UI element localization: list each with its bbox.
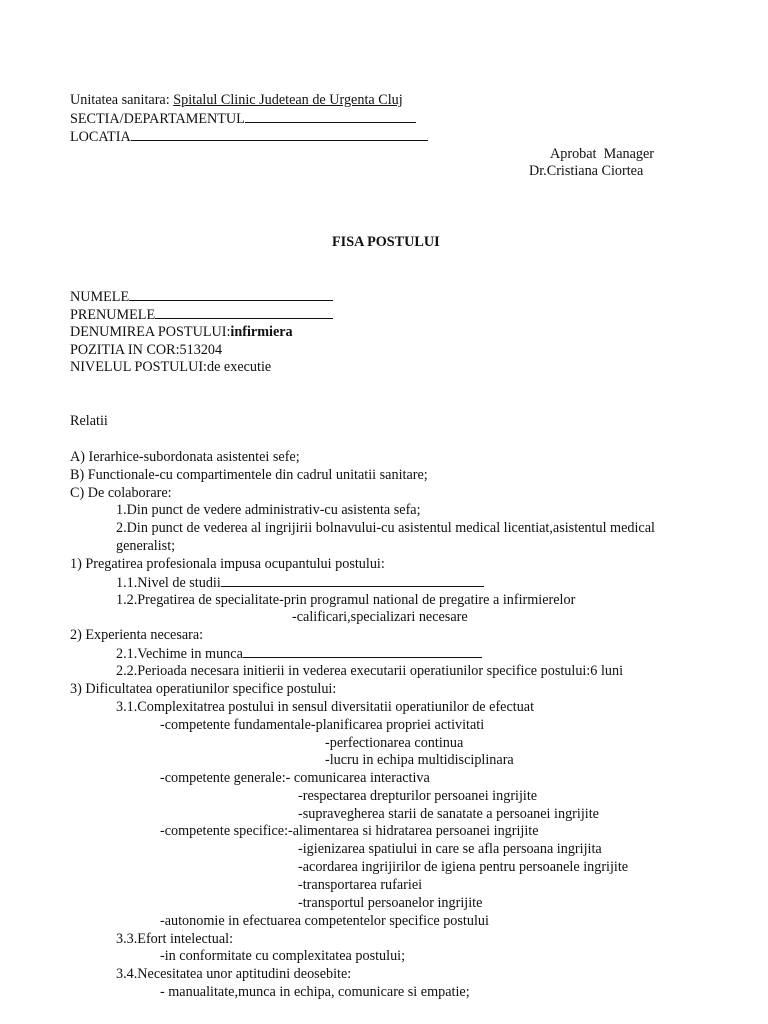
fund-item: -lucru in echipa multidisciplinara xyxy=(325,752,514,768)
nivel-studii-blank xyxy=(221,574,484,587)
aprobat-text: Aprobat Manager xyxy=(550,146,655,162)
nivel-studii-label: 1.1.Nivel de studii xyxy=(116,575,221,591)
section3-heading: 3) Dificultatea operatiunilor specifice postului: xyxy=(70,681,337,697)
section2-item-2-2: 2.2.Perioada necesara initierii in vederea executarii operatiunilor specifice postului:6 luni xyxy=(116,663,624,679)
spec-label: -competente specifice: xyxy=(160,823,289,839)
numele-line xyxy=(70,288,333,306)
relatii-a: A) Ierarhice-subordonata asistentei sefe; xyxy=(70,449,300,465)
spec-item: -alimentarea si hidratarea persoanei ingrijite xyxy=(288,823,539,839)
vechime-blank xyxy=(243,645,482,658)
spec-item: -transportul persoanelor ingrijite xyxy=(298,895,483,911)
spec-item: -transportarea rufariei xyxy=(298,877,423,893)
relatii-b: B) Functionale-cu compartimentele din cadrul unitatii sanitare; xyxy=(70,467,428,483)
relatii-heading: Relatii xyxy=(70,413,108,429)
sectia-line xyxy=(70,110,416,128)
numele-blank xyxy=(129,288,333,301)
autonomie-line: -autonomie in efectuarea competentelor specifice postului xyxy=(160,913,489,929)
unitate-line xyxy=(70,92,403,109)
competente-fundamentale xyxy=(160,717,484,734)
nivel-line: NIVELUL POSTULUI:de executie xyxy=(70,359,272,375)
section1-heading: 1) Pregatirea profesionala impusa ocupantului postului: xyxy=(70,556,385,572)
fund-label: -competente fundamentale- xyxy=(160,717,316,733)
competente-generale xyxy=(160,770,430,787)
numele-label: NUMELE xyxy=(70,289,130,305)
gen-item: -supravegherea starii de sanatate a persoanei ingrijite xyxy=(298,806,599,822)
denumire-label: DENUMIREA POSTULUI: xyxy=(70,324,231,340)
fund-item: -perfectionarea continua xyxy=(325,735,464,751)
section3-item-3-4: 3.4.Necesitatea unor aptitudini deosebite: xyxy=(116,966,352,982)
section1-item-1-2: 1.2.Pregatirea de specialitate-prin programul national de pregatire a infirmierelor xyxy=(116,592,576,608)
unitate-value: Spitalul Clinic Judetean de Urgenta Cluj xyxy=(173,92,403,108)
page-title: FISA POSTULUI xyxy=(332,234,440,250)
relatii-c: C) De colaborare: xyxy=(70,485,172,501)
gen-label: -competente generale: xyxy=(160,770,286,786)
spec-item: -acordarea ingrijirilor de igiena pentru persoanele ingrijite xyxy=(298,859,629,875)
locatia-blank xyxy=(131,128,428,141)
vechime-label: 2.1.Vechime in munca xyxy=(116,646,243,662)
relatii-c2-line2: generalist; xyxy=(116,538,176,554)
prenumele-label: PRENUMELE xyxy=(70,307,156,323)
spec-item: -igienizarea spatiului in care se afla persoana ingrijita xyxy=(298,841,602,857)
prenumele-blank xyxy=(155,306,333,319)
denumire-value: infirmiera xyxy=(230,324,293,340)
locatia-line xyxy=(70,128,428,146)
pozitie-line: POZITIA IN COR:513204 xyxy=(70,342,223,358)
section2-heading: 2) Experienta necesara: xyxy=(70,627,204,643)
fund-item: planificarea propriei activitati xyxy=(315,717,485,733)
section3-item-3-3: 3.3.Efort intelectual: xyxy=(116,931,234,947)
unitate-label: Unitatea sanitara: xyxy=(70,92,174,108)
aptitudini-detail: - manualitate,munca in echipa, comunicare si empatie; xyxy=(160,984,470,1000)
gen-item: -respectarea drepturilor persoanei ingrijite xyxy=(298,788,538,804)
competente-specifice xyxy=(160,823,539,840)
relatii-c1: 1.Din punct de vedere administrativ-cu asistenta sefa; xyxy=(116,502,421,518)
section2-item-2-1 xyxy=(116,645,482,663)
denumire-line xyxy=(70,324,293,341)
section3-item-3-1: 3.1.Complexitatrea postului in sensul diversitatii operatiunilor de efectuat xyxy=(116,699,535,715)
efort-detail: -in conformitate cu complexitatea postului; xyxy=(160,948,406,964)
locatia-label: LOCATIA xyxy=(70,129,131,145)
prenumele-line xyxy=(70,306,333,324)
relatii-c2-line1: 2.Din punct de vederea al ingrijirii bolnavului-cu asistentul medical licentiat,asistentul medical xyxy=(116,520,655,536)
section1-item-1-1 xyxy=(116,574,484,592)
sectia-blank xyxy=(245,110,416,123)
manager-name: Dr.Cristiana Ciortea xyxy=(529,163,644,179)
section1-item-1-2b: -calificari,specializari necesare xyxy=(292,609,468,625)
sectia-label: SECTIA/DEPARTAMENTUL xyxy=(70,111,245,127)
gen-item: - comunicarea interactiva xyxy=(285,770,430,786)
